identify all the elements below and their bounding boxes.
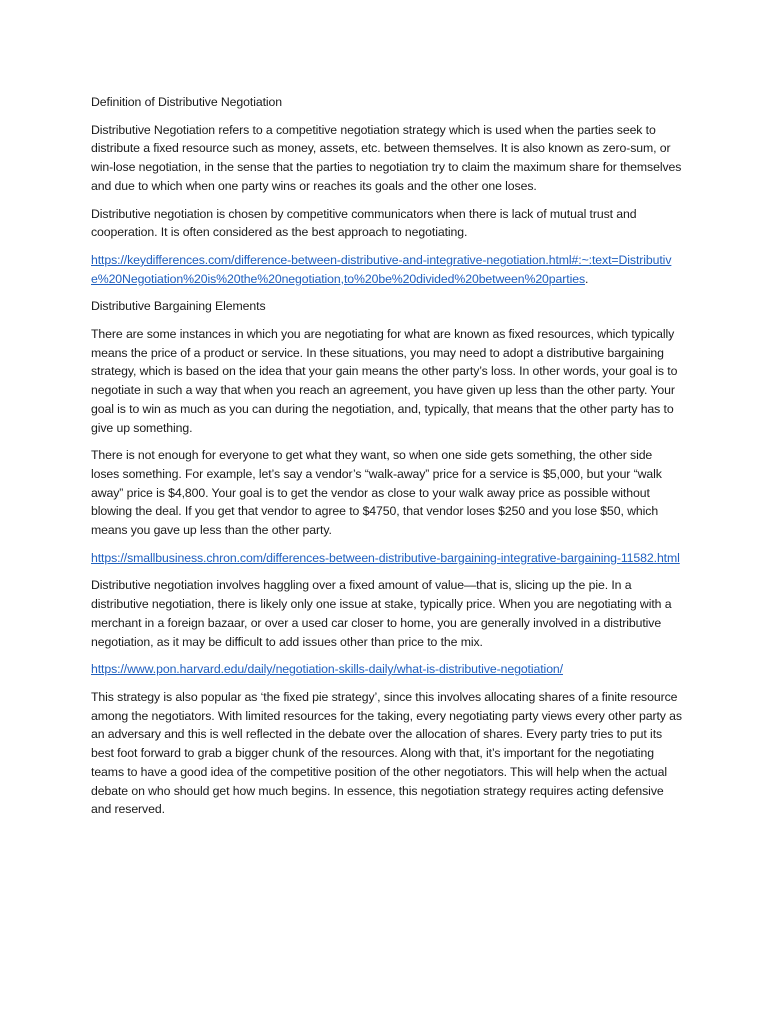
paragraph-definition: Distributive Negotiation refers to a competitive negotiation strategy which is used when the parties seek to distribute a fixed resource such as money, assets, etc. between themselves. It is also known as zero-sum, or win-lose negotiation, in the sense that the parties to negotiation try to claim the maximum share for themselves and due to which when one party wins or reaches its goals and the other one loses.: [91, 122, 682, 193]
link-suffix: .: [585, 271, 589, 286]
link-keydifferences[interactable]: https://keydifferences.com/difference-between-distributive-and-integrative-negotiation.html#:~:text=Distributive%20Negotiation%20is%20the%20negotiation,to%20be%20divided%20between%20parties: [91, 252, 672, 286]
heading-bargaining-elements: Distributive Bargaining Elements: [91, 299, 266, 314]
paragraph-walk-away-example: There is not enough for everyone to get what they want, so when one side gets something, the other side loses something. For example, let’s say a vendor’s “walk-away” price for a service is $5,000, but your “walk away” price is $4,800. Your goal is to get the vendor as close to your walk away price as possible without blowing the deal. If you get that vendor to agree to $4750, that vendor loses $250 and you lose $50, which means you gave up less than the other party.: [91, 448, 662, 538]
link-paragraph-keydifferences: [91, 251, 682, 288]
link-paragraph-pon: [91, 660, 682, 679]
link-paragraph-chron: [91, 549, 682, 568]
paragraph-competitive-communicators: Distributive negotiation is chosen by competitive communicators when there is lack of mutual trust and cooperation. It is often considered as the best approach to negotiating.: [91, 206, 637, 240]
heading-definition: Definition of Distributive Negotiation: [91, 95, 282, 109]
link-chron[interactable]: https://smallbusiness.chron.com/differences-between-distributive-bargaining-integrative-bargaining-11582.html: [91, 550, 680, 565]
paragraph-haggling: Distributive negotiation involves haggling over a fixed amount of value—that is, slicing up the pie. In a distributive negotiation, there is likely only one issue at stake, typically price. When you are negotiating with a merchant in a foreign bazaar, or over a used car closer to home, you are generally involved in a distributive negotiation, as it may be difficult to add issues other than price to the mix.: [91, 578, 672, 649]
paragraph-fixed-resources: There are some instances in which you are negotiating for what are known as fixed resources, which typically means the price of a product or service. In these situations, you may need to adopt a distributive bargaining strategy, which is based on the idea that your gain means the other party’s loss. In other words, your goal is to negotiate in such a way that when you reach an agreement, you have given up less than the other party. Your goal is to win as much as you can during the negotiation, and, typically, that means that the other party has to give up something.: [91, 327, 678, 435]
paragraph-fixed-pie-strategy: This strategy is also popular as ‘the fixed pie strategy’, since this involves allocating shares of a finite resource among the negotiators. With limited resources for the taking, every negotiating party views every other party as an adversary and this is well reflected in the debate over the allocation of shares. Every party tries to put its best foot forward to grab a bigger chunk of the resources. Along with that, it’s important for the negotiating teams to have a good idea of the competitive position of the other negotiators. This will help when the actual debate on who should get how much begins. In essence, this negotiation strategy requires acting defensive and reserved.: [91, 689, 682, 817]
link-pon-harvard[interactable]: https://www.pon.harvard.edu/daily/negotiation-skills-daily/what-is-distributive-negotiation/: [91, 662, 563, 677]
